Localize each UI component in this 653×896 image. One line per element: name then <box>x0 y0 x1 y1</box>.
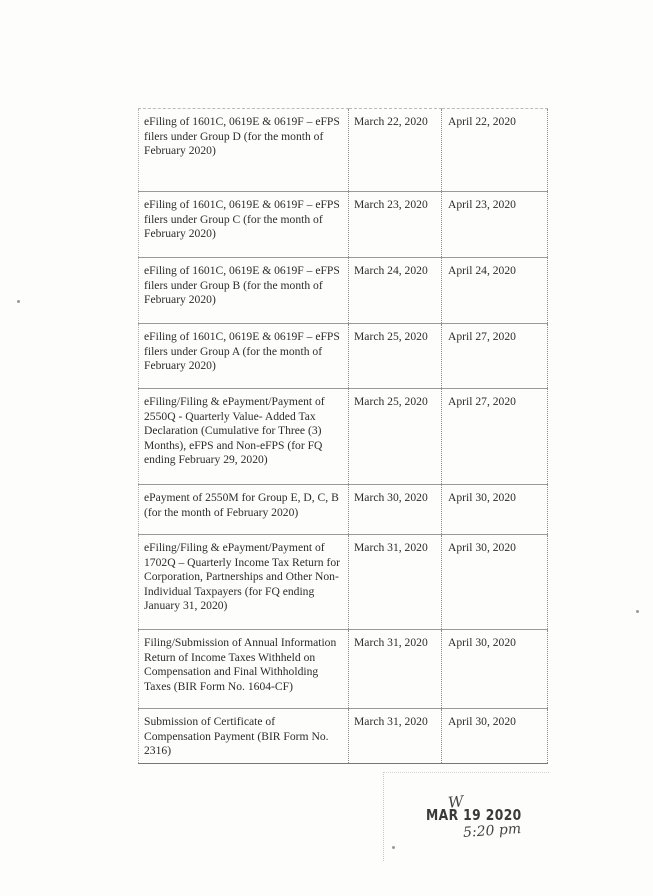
table-row <box>139 535 548 630</box>
table-row <box>139 630 548 709</box>
original-deadline-cell: March 22, 2020 <box>349 109 442 192</box>
table-row <box>139 485 548 535</box>
tax-deadline-table <box>138 108 548 764</box>
original-deadline-cell: March 24, 2020 <box>349 258 442 324</box>
extended-deadline-cell: April 24, 2020 <box>442 258 548 324</box>
extended-deadline-cell: April 22, 2020 <box>442 109 548 192</box>
extended-deadline-cell: April 30, 2020 <box>442 630 548 709</box>
original-deadline-cell: March 23, 2020 <box>349 192 442 258</box>
description-cell: Submission of Certificate of Compensation Payment (BIR Form No. 2316) <box>139 709 349 764</box>
table-row <box>139 324 548 389</box>
table-row <box>139 258 548 324</box>
extended-deadline-cell: April 27, 2020 <box>442 324 548 389</box>
scan-speck <box>392 846 395 849</box>
extended-deadline-cell: April 30, 2020 <box>442 709 548 764</box>
description-cell: eFiling/Filing & ePayment/Payment of 1702Q – Quarterly Income Tax Return for Corporation, Partnerships and Other Non-Individual Taxpayers (for FQ ending January 31, 2020) <box>139 535 349 630</box>
description-cell: eFiling of 1601C, 0619E & 0619F – eFPS filers under Group C (for the month of February 2020) <box>139 192 349 258</box>
table-row <box>139 389 548 485</box>
original-deadline-cell: March 31, 2020 <box>349 630 442 709</box>
description-cell: eFiling of 1601C, 0619E & 0619F – eFPS filers under Group B (for the month of February 2020) <box>139 258 349 324</box>
description-cell: Filing/Submission of Annual Information Return of Income Taxes Withheld on Compensation and Final Withholding Taxes (BIR Form No. 1604-CF) <box>139 630 349 709</box>
stamp-initial: W <box>447 792 465 812</box>
received-time-note: 5:20 pm <box>462 820 522 842</box>
extended-deadline-cell: April 30, 2020 <box>442 535 548 630</box>
received-date-stamp: MAR 19 2020 <box>426 806 522 824</box>
description-cell: eFiling of 1601C, 0619E & 0619F – eFPS filers under Group D (for the month of February 2020) <box>139 109 349 192</box>
description-cell: eFiling/Filing & ePayment/Payment of 2550Q - Quarterly Value- Added Tax Declaration (Cumulative for Three (3) Months), eFPS and Non-eFPS (for FQ ending February 29, 2020) <box>139 389 349 485</box>
table-row <box>139 109 548 192</box>
table-row <box>139 192 548 258</box>
table-row <box>139 709 548 764</box>
description-cell: eFiling of 1601C, 0619E & 0619F – eFPS filers under Group A (for the month of February 2020) <box>139 324 349 389</box>
original-deadline-cell: March 25, 2020 <box>349 324 442 389</box>
extended-deadline-cell: April 27, 2020 <box>442 389 548 485</box>
original-deadline-cell: March 25, 2020 <box>349 389 442 485</box>
description-cell: ePayment of 2550M for Group E, D, C, B (for the month of February 2020) <box>139 485 349 535</box>
original-deadline-cell: March 31, 2020 <box>349 535 442 630</box>
scan-speck <box>17 300 20 303</box>
scan-speck <box>636 610 639 613</box>
original-deadline-cell: March 30, 2020 <box>349 485 442 535</box>
original-deadline-cell: March 31, 2020 <box>349 709 442 764</box>
extended-deadline-cell: April 23, 2020 <box>442 192 548 258</box>
extended-deadline-cell: April 30, 2020 <box>442 485 548 535</box>
